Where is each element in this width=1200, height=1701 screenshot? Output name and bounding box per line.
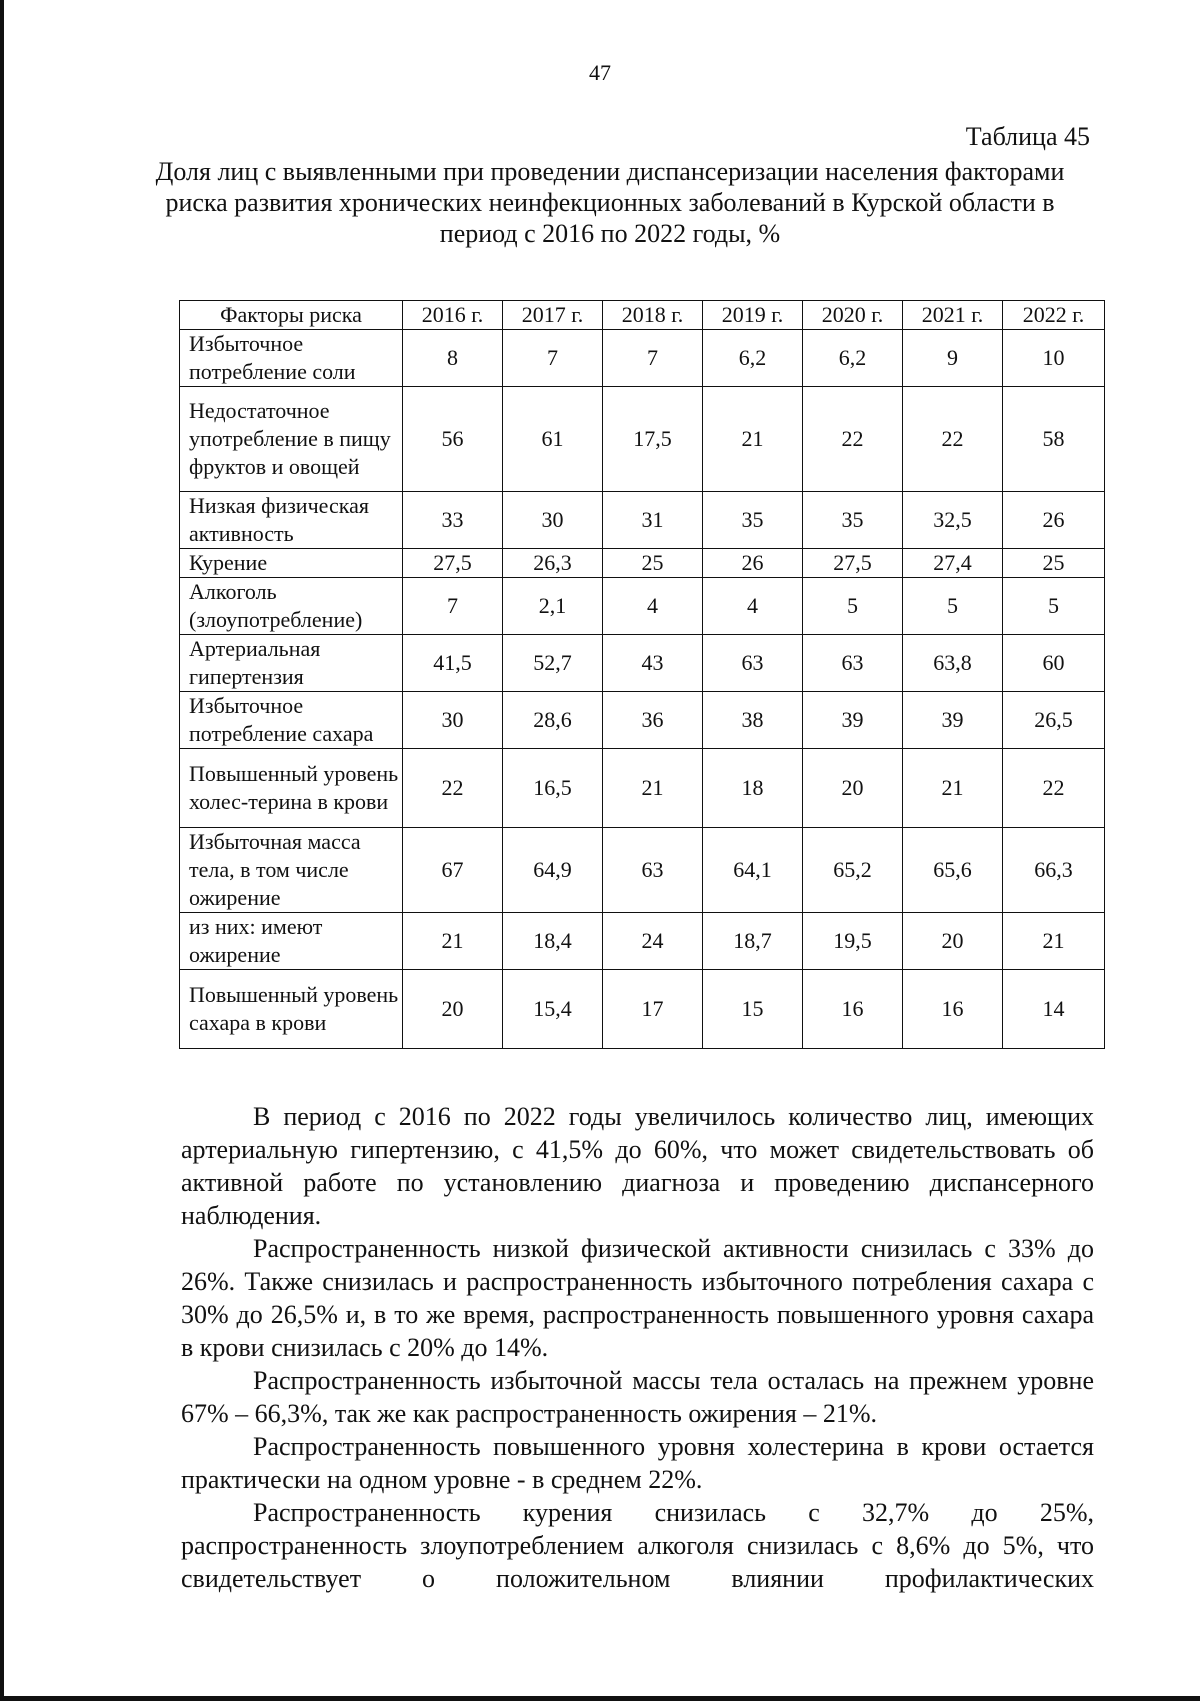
table-row <box>180 970 1105 1049</box>
value-cell: 2,1 <box>503 578 603 635</box>
value-cell: 6,2 <box>803 330 903 387</box>
body-text <box>181 1100 1094 1595</box>
value-cell: 52,7 <box>503 635 603 692</box>
value-cell: 18,7 <box>703 913 803 970</box>
page-frame-left <box>0 0 4 1701</box>
table-row <box>180 387 1105 492</box>
value-cell: 15 <box>703 970 803 1049</box>
value-cell: 66,3 <box>1003 828 1105 913</box>
value-cell: 27,5 <box>803 549 903 578</box>
risk-factor-label: из них: имеют ожирение <box>180 913 403 970</box>
value-cell: 6,2 <box>703 330 803 387</box>
value-cell: 17 <box>603 970 703 1049</box>
value-cell: 16,5 <box>503 749 603 828</box>
risk-factor-label: Избыточная масса тела, в том числе ожирение <box>180 828 403 913</box>
table-header-row <box>180 301 1105 330</box>
value-cell: 26 <box>703 549 803 578</box>
value-cell: 7 <box>603 330 703 387</box>
paragraph: В период с 2016 по 2022 годы увеличилось количество лиц, имеющих артериальную гипертензию, с 41,5% до 60%, что может свидетельствовать об активной работе по установлению диагноза и проведению диспансерного наблюдения. <box>181 1102 1094 1230</box>
value-cell: 31 <box>603 492 703 549</box>
risk-factor-label: Артериальная гипертензия <box>180 635 403 692</box>
value-cell: 16 <box>803 970 903 1049</box>
value-cell: 21 <box>403 913 503 970</box>
risk-factor-label: Недостаточное употребление в пищу фруктов и овощей <box>180 387 403 492</box>
value-cell: 21 <box>703 387 803 492</box>
value-cell: 41,5 <box>403 635 503 692</box>
value-cell: 39 <box>803 692 903 749</box>
value-cell: 43 <box>603 635 703 692</box>
header-cell: 2018 г. <box>603 301 703 330</box>
value-cell: 27,5 <box>403 549 503 578</box>
value-cell: 5 <box>803 578 903 635</box>
value-cell: 4 <box>703 578 803 635</box>
header-cell: 2022 г. <box>1003 301 1105 330</box>
value-cell: 8 <box>403 330 503 387</box>
value-cell: 67 <box>403 828 503 913</box>
page-number: 47 <box>589 60 611 85</box>
value-cell: 26 <box>1003 492 1105 549</box>
header-cell: Факторы риска <box>180 301 403 330</box>
risk-factor-label: Низкая физическая активность <box>180 492 403 549</box>
value-cell: 16 <box>903 970 1003 1049</box>
value-cell: 5 <box>1003 578 1105 635</box>
paragraph: Распространенность курения снизилась с 32,7% до 25%, распространенность злоупотреблением алкоголя снизилась с 8,6% до 5%, что свидетельствует о положительном влиянии профилактических <box>181 1498 1094 1593</box>
value-cell: 22 <box>803 387 903 492</box>
value-cell: 60 <box>1003 635 1105 692</box>
table-row <box>180 549 1105 578</box>
value-cell: 56 <box>403 387 503 492</box>
value-cell: 4 <box>603 578 703 635</box>
value-cell: 9 <box>903 330 1003 387</box>
value-cell: 10 <box>1003 330 1105 387</box>
table-row <box>180 749 1105 828</box>
table-row <box>180 578 1105 635</box>
value-cell: 7 <box>403 578 503 635</box>
value-cell: 35 <box>703 492 803 549</box>
value-cell: 18 <box>703 749 803 828</box>
value-cell: 15,4 <box>503 970 603 1049</box>
value-cell: 24 <box>603 913 703 970</box>
value-cell: 17,5 <box>603 387 703 492</box>
value-cell: 35 <box>803 492 903 549</box>
header-cell: 2019 г. <box>703 301 803 330</box>
table-row <box>180 828 1105 913</box>
value-cell: 21 <box>903 749 1003 828</box>
value-cell: 7 <box>503 330 603 387</box>
value-cell: 32,5 <box>903 492 1003 549</box>
value-cell: 21 <box>1003 913 1105 970</box>
risk-factor-label: Повышенный уровень сахара в крови <box>180 970 403 1049</box>
value-cell: 39 <box>903 692 1003 749</box>
risk-factor-label: Курение <box>180 549 403 578</box>
header-cell: 2017 г. <box>503 301 603 330</box>
value-cell: 63 <box>603 828 703 913</box>
value-cell: 28,6 <box>503 692 603 749</box>
value-cell: 64,1 <box>703 828 803 913</box>
paragraph: Распространенность повышенного уровня холестерина в крови остается практически на одном уровне - в среднем 22%. <box>181 1432 1094 1494</box>
value-cell: 38 <box>703 692 803 749</box>
value-cell: 20 <box>903 913 1003 970</box>
paragraph: Распространенность избыточной массы тела осталась на прежнем уровне 67% – 66,3%, так же как распространенность ожирения – 21%. <box>181 1366 1094 1428</box>
table-row <box>180 635 1105 692</box>
value-cell: 20 <box>403 970 503 1049</box>
table-row <box>180 330 1105 387</box>
value-cell: 25 <box>603 549 703 578</box>
paragraph: Распространенность низкой физической активности снизилась с 33% до 26%. Также снизилась и распространенность избыточного потребления сахара с 30% до 26,5% и, в то же время, распространенность повышенного уровня сахара в крови снизилась с 20% до 14%. <box>181 1234 1094 1362</box>
table-title: Доля лиц с выявленными при проведении диспансеризации населения факторами риска развития хронических неинфекционных заболеваний в Курской области в период с 2016 по 2022 годы, % <box>155 157 1065 248</box>
page-frame-bottom <box>0 1696 1200 1701</box>
value-cell: 25 <box>1003 549 1105 578</box>
value-cell: 64,9 <box>503 828 603 913</box>
value-cell: 61 <box>503 387 603 492</box>
value-cell: 5 <box>903 578 1003 635</box>
value-cell: 63,8 <box>903 635 1003 692</box>
value-cell: 14 <box>1003 970 1105 1049</box>
header-cell: 2020 г. <box>803 301 903 330</box>
value-cell: 65,6 <box>903 828 1003 913</box>
value-cell: 26,5 <box>1003 692 1105 749</box>
table-row <box>180 692 1105 749</box>
value-cell: 22 <box>1003 749 1105 828</box>
risk-factors-table <box>179 300 1105 1049</box>
value-cell: 27,4 <box>903 549 1003 578</box>
value-cell: 33 <box>403 492 503 549</box>
risk-factor-label: Избыточное потребление сахара <box>180 692 403 749</box>
risk-factor-label: Повышенный уровень холес-терина в крови <box>180 749 403 828</box>
risk-factor-label: Алкоголь (злоупотребление) <box>180 578 403 635</box>
value-cell: 18,4 <box>503 913 603 970</box>
risk-factor-label: Избыточное потребление соли <box>180 330 403 387</box>
value-cell: 30 <box>403 692 503 749</box>
value-cell: 19,5 <box>803 913 903 970</box>
value-cell: 22 <box>903 387 1003 492</box>
value-cell: 20 <box>803 749 903 828</box>
table-label: Таблица 45 <box>965 122 1090 151</box>
value-cell: 30 <box>503 492 603 549</box>
header-cell: 2016 г. <box>403 301 503 330</box>
value-cell: 63 <box>803 635 903 692</box>
table-row <box>180 492 1105 549</box>
table-row <box>180 913 1105 970</box>
value-cell: 22 <box>403 749 503 828</box>
value-cell: 36 <box>603 692 703 749</box>
value-cell: 21 <box>603 749 703 828</box>
value-cell: 26,3 <box>503 549 603 578</box>
value-cell: 63 <box>703 635 803 692</box>
header-cell: 2021 г. <box>903 301 1003 330</box>
value-cell: 58 <box>1003 387 1105 492</box>
value-cell: 65,2 <box>803 828 903 913</box>
